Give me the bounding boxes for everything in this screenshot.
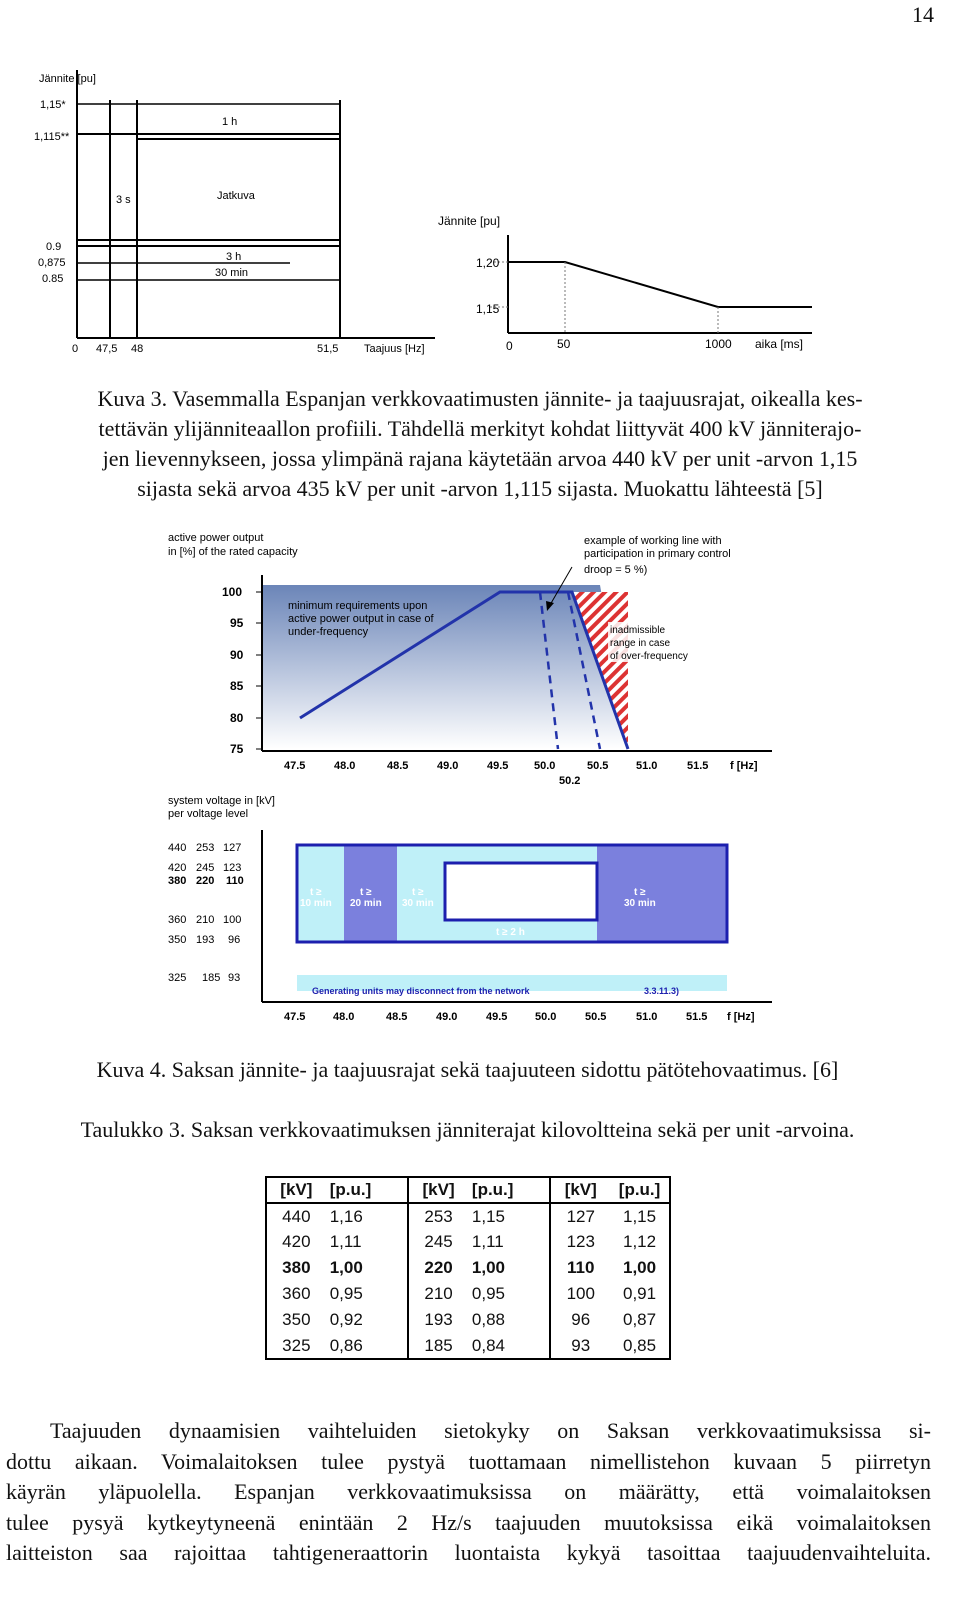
- figure4-top-chart: [160, 525, 780, 795]
- fig4-kv: 380: [168, 875, 187, 887]
- table-cell: 440: [282, 1206, 311, 1226]
- fig3-caption-line: jen lievennykseen, jossa ylimpänä rajana käytetään arvoa 440 kV per unit -arvon 1,15: [102, 446, 858, 471]
- table-row: [266, 1203, 670, 1229]
- table-cell: 1,00: [326, 1255, 409, 1281]
- table-cell: 1,15: [623, 1206, 657, 1226]
- fig4-top-xtick: 48.0: [334, 760, 356, 772]
- table-row: [266, 1281, 670, 1307]
- table-cell: 1,11: [468, 1229, 551, 1255]
- fig4-kv: 185: [202, 972, 221, 984]
- table-cell: 0,86: [326, 1333, 409, 1359]
- table-header: [kV]: [564, 1180, 597, 1199]
- fig4-zone-label: t ≥: [310, 887, 322, 898]
- page-number: 14: [912, 2, 934, 27]
- fig4-bot-xtick: 48.5: [386, 1011, 408, 1023]
- fig4-top-ytick: 100: [222, 585, 243, 599]
- table-cell: 0,88: [468, 1307, 551, 1333]
- fig3-left-xtick-475: 47,5: [96, 343, 118, 355]
- fig4-note-inadmissible: inadmissible: [610, 625, 666, 636]
- table-cell: 93: [571, 1335, 591, 1355]
- table-cell: 325: [282, 1335, 311, 1355]
- fig4-top-ytick: 80: [230, 711, 244, 725]
- table-cell: 0,85: [623, 1335, 657, 1355]
- fig4-kv: 325: [168, 972, 187, 984]
- fig4-note-example: example of working line with: [584, 535, 722, 547]
- fig4-zone-label: permanent: [496, 888, 548, 899]
- fig4-top-ytick: 95: [230, 616, 244, 630]
- table-header: [p.u.]: [618, 1180, 661, 1199]
- table-cell: 0,84: [468, 1333, 551, 1359]
- table-cell: 420: [282, 1232, 311, 1251]
- fig3-left-xtick-515: 51,5: [317, 343, 339, 355]
- fig4-top-xunit: f [Hz]: [730, 760, 758, 772]
- fig3-left-ytick-1115: 1,115**: [34, 131, 70, 143]
- fig4-zone-label: t ≥: [412, 887, 424, 898]
- fig3-label-1h: 1 h: [222, 116, 238, 128]
- fig4-note-min: active power output in case of: [288, 613, 434, 625]
- fig4-bot-xtick: 49.0: [436, 1011, 458, 1023]
- fig4-top-xtick-502: 50.2: [559, 775, 581, 787]
- fig4-note-min: under-frequency: [288, 626, 369, 638]
- fig4-kv: 193: [196, 934, 215, 946]
- fig4-zone-label: 30 min: [402, 898, 434, 909]
- table-cell: 380: [282, 1258, 311, 1277]
- fig4-top-xtick: 50.5: [587, 760, 609, 772]
- voltage-table: [265, 1176, 671, 1360]
- fig4-kv: 420: [168, 862, 187, 874]
- fig4-note-example: participation in primary control: [584, 548, 731, 560]
- fig4-top-xtick: 51.0: [636, 760, 658, 772]
- table-cell: 1,16: [326, 1203, 409, 1229]
- table-cell: 100: [566, 1284, 595, 1303]
- fig3-right-xtick-50: 50: [557, 337, 571, 351]
- fig4-top-xtick: 51.5: [687, 760, 709, 772]
- fig4-zone-label: t ≥: [634, 887, 646, 898]
- fig4-bot-xtick: 50.5: [585, 1011, 607, 1023]
- fig3-caption-line: Kuva 3. Vasemmalla Espanjan verkkovaatimusten jännite- ja taajuusrajat, oikealla kes-: [97, 386, 863, 411]
- fig4-top-ytick: 75: [230, 742, 244, 756]
- fig4-top-xtick: 48.5: [387, 760, 409, 772]
- fig3-right-ylabel: Jännite [pu]: [438, 214, 501, 228]
- figure3-caption: [0, 384, 960, 504]
- fig4-bot-xtick: 50.0: [535, 1011, 557, 1023]
- fig3-label-3s: 3 s: [116, 194, 131, 206]
- table-row: [266, 1255, 670, 1281]
- fig3-label-30min: 30 min: [215, 267, 249, 279]
- fig4-bot-xtick: 49.5: [486, 1011, 508, 1023]
- figure3-right-chart: [430, 205, 830, 365]
- fig4-top-ylabel1: active power output: [168, 532, 264, 544]
- table-cell: 193: [424, 1310, 453, 1329]
- paragraph-line: Taajuuden dynaamisien vaihteluiden sietokyky on Saksan verkkovaatimuksissa si-: [50, 1418, 931, 1443]
- figure4-bottom-chart: [160, 790, 780, 1030]
- paragraph-line: käyrän yläpuolella. Espanjan verkkovaatimuksissa on määrätty, että voimalaitoksen: [6, 1479, 931, 1504]
- fig3-left-ytick-085: 0.85: [42, 273, 64, 285]
- fig4-bot-xunit: f [Hz]: [727, 1011, 755, 1023]
- table3-caption: Taulukko 3. Saksan verkkovaatimuksen jänniterajat kilovoltteina sekä per unit -arvoina.: [80, 1117, 855, 1142]
- fig3-left-ytick-0875: 0,875: [38, 257, 66, 269]
- fig4-bot-xtick: 47.5: [284, 1011, 306, 1023]
- fig4-kv: 220: [196, 875, 215, 887]
- figure3-left-chart: [30, 60, 450, 360]
- fig4-top-ytick: 85: [230, 679, 244, 693]
- table-cell: 1,00: [468, 1255, 551, 1281]
- fig4-kv: 96: [228, 934, 241, 946]
- fig3-left-ytick-115: 1,15*: [40, 99, 66, 111]
- table-row: [266, 1333, 670, 1359]
- fig3-left-xtick-48: 48: [131, 343, 144, 355]
- table-row: [266, 1229, 670, 1255]
- fig4-top-xtick: 47.5: [284, 760, 306, 772]
- fig3-caption-line: tettävän ylijänniteaallon profiili. Tähdellä merkityt kohdat liittyvät 400 kV jänniterajo-: [98, 416, 862, 441]
- fig4-top-xtick: 49.5: [487, 760, 509, 772]
- table-header: [kV]: [422, 1180, 455, 1199]
- fig3-left-xlabel: Taajuus [Hz]: [364, 343, 425, 355]
- table-cell: 127: [566, 1206, 595, 1226]
- table-cell: 1,15: [468, 1203, 551, 1229]
- table-cell: 123: [566, 1232, 595, 1251]
- body-paragraph: [6, 1416, 931, 1569]
- fig4-note-example: droop = 5 %): [584, 564, 648, 576]
- table-header: [p.u.]: [468, 1177, 551, 1203]
- table-cell: 245: [424, 1232, 453, 1251]
- table-cell: 0,91: [623, 1284, 657, 1303]
- fig3-left-xtick-0: 0: [72, 343, 79, 355]
- fig4-kv: 93: [228, 972, 241, 984]
- fig4-zone-label: t ≥: [360, 887, 372, 898]
- fig3-right-ytick-115: 1,15: [476, 302, 500, 316]
- fig4-bot-xtick: 51.0: [636, 1011, 658, 1023]
- fig4-kv: 127: [223, 842, 242, 854]
- table-cell: 1,12: [623, 1232, 657, 1251]
- table-cell: 1,00: [623, 1258, 657, 1277]
- fig4-kv: 210: [196, 914, 215, 926]
- paragraph-line: tulee pysyä kytkeytyneenä enintään 2 Hz/s taajuuden muutoksissa eikä voimalaitoksen: [6, 1509, 931, 1535]
- fig3-caption-line: sijasta sekä arvoa 435 kV per unit -arvon 1,115 sijasta. Muokattu lähteestä [5]: [137, 476, 823, 501]
- fig4-ref: 3.3.11.3): [644, 986, 680, 996]
- fig4-top-ylabel2: in [%] of the rated capacity: [168, 546, 298, 558]
- fig4-note-min: minimum requirements upon: [288, 600, 428, 612]
- table-cell: 0,87: [623, 1310, 657, 1329]
- paragraph-line: dottu aikaan. Voimalaitoksen tulee pystyä tuottamaan nimellistehon kuvaan 5 piirretyn: [6, 1448, 931, 1474]
- fig4-kv: 245: [196, 862, 215, 874]
- table-cell: 210: [424, 1284, 453, 1303]
- table-cell: 96: [571, 1310, 591, 1329]
- table-cell: 0,95: [468, 1281, 551, 1307]
- fig4-top-ytick: 90: [230, 648, 244, 662]
- fig4-zone-label: t ≥ 2 h: [496, 927, 525, 938]
- fig3-right-xtick-1000: 1000: [705, 337, 732, 351]
- table-cell: 185: [424, 1335, 453, 1355]
- fig4-zone-label: 30 min: [624, 898, 656, 909]
- table-cell: 0,92: [326, 1307, 409, 1333]
- fig3-label-3h: 3 h: [226, 251, 242, 263]
- table-cell: 110: [567, 1258, 595, 1277]
- fig4-note-inadmissible: range in case: [610, 638, 671, 649]
- fig4-kv: 123: [223, 862, 242, 874]
- table-cell: 1,11: [326, 1229, 409, 1255]
- fig3-right-xlabel: aika [ms]: [755, 337, 804, 351]
- fig3-label-jatkuva: Jatkuva: [217, 190, 255, 202]
- paragraph-line: laitteiston saa rajoittaa tahtigeneraattorin luontaista kykyä tasoittaa taajuudenvaihteluita.: [6, 1540, 931, 1565]
- figure4-caption: Kuva 4. Saksan jännite- ja taajuusrajat sekä taajuuteen sidottu pätötehovaatimus. [6]: [96, 1057, 839, 1082]
- table-cell: 220: [424, 1258, 453, 1277]
- table-cell: 350: [282, 1310, 311, 1329]
- fig3-left-ytick-09: 0.9: [46, 241, 62, 253]
- table-row: [266, 1307, 670, 1333]
- fig4-kv: 110: [226, 875, 244, 887]
- fig4-zone-label: 10 min: [300, 898, 332, 909]
- fig4-zone-label: 20 min: [350, 898, 382, 909]
- fig4-kv: 100: [223, 914, 242, 926]
- fig4-disconnect: Generating units may disconnect from the network: [312, 986, 530, 996]
- table-cell: 0,95: [326, 1281, 409, 1307]
- fig4-note-inadmissible: of over-frequency: [610, 651, 688, 662]
- fig3-left-ylabel: Jännite [pu]: [39, 73, 96, 85]
- fig4-kv: 360: [168, 914, 187, 926]
- table-cell: 360: [282, 1284, 311, 1303]
- fig4-bot-ylabel1: system voltage in [kV]: [168, 795, 275, 807]
- fig4-top-xtick: 50.0: [534, 760, 556, 772]
- fig4-bot-ylabel2: per voltage level: [168, 808, 249, 820]
- table-header: [kV]: [280, 1180, 313, 1199]
- fig4-top-xtick: 49.0: [437, 760, 459, 772]
- fig3-right-xtick-0: 0: [506, 339, 513, 353]
- fig3-right-ytick-120: 1,20: [476, 256, 500, 270]
- fig4-kv: 440: [168, 842, 187, 854]
- fig4-bot-xtick: 48.0: [333, 1011, 355, 1023]
- fig4-kv: 253: [196, 842, 215, 854]
- fig4-bot-xtick: 51.5: [686, 1011, 708, 1023]
- table-cell: 253: [424, 1206, 453, 1226]
- fig4-kv: 350: [168, 934, 187, 946]
- table-header: [p.u.]: [326, 1177, 409, 1203]
